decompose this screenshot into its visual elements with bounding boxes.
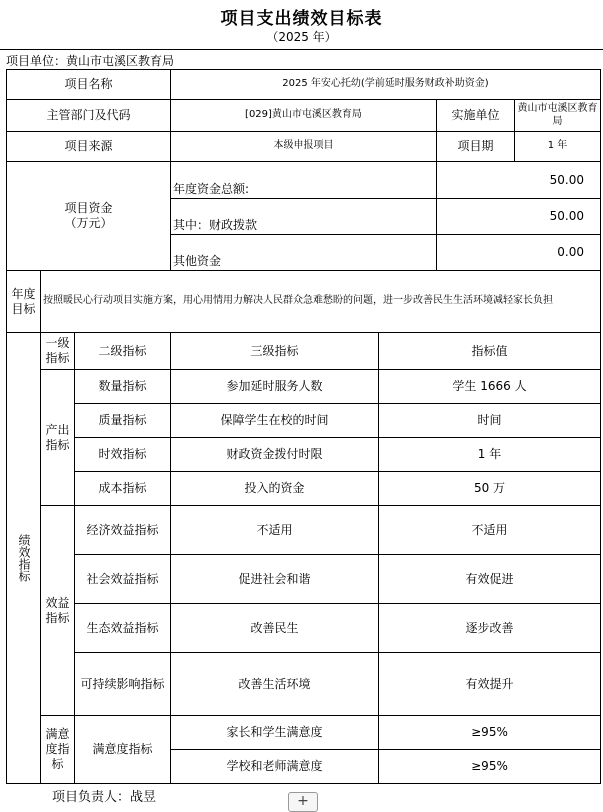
level3-cell: 家长和学生满意度 (171, 716, 379, 750)
level2-cell: 社会效益指标 (75, 555, 171, 604)
impl-unit-value: 黄山市屯溪区教育局 (515, 100, 601, 132)
project-responsible: 项目负责人：战昱 (52, 790, 157, 805)
dept-value: [029]黄山市屯溪区教育局 (171, 100, 437, 132)
level2-cell: 数量指标 (75, 370, 171, 404)
value-cell: 逐步改善 (379, 604, 601, 653)
value-cell: 1 年 (379, 438, 601, 472)
col-value-header: 指标值 (379, 333, 601, 370)
performance-target-table (6, 69, 601, 784)
row-fund-total (7, 162, 601, 199)
project-name-value: 2025 年安心托幼(学前延时服务财政补助资金) (171, 70, 601, 100)
indicator-row (7, 555, 601, 604)
indicator-header-row (7, 333, 601, 370)
header-divider (0, 49, 603, 50)
indicator-row (7, 404, 601, 438)
impl-unit-label: 实施单位 (437, 100, 515, 132)
value-cell: ≥95% (379, 750, 601, 784)
col-level1-header: 一级指标 (41, 333, 75, 370)
indicator-row (7, 370, 601, 404)
indicator-row (7, 438, 601, 472)
col-level2-header: 二级指标 (75, 333, 171, 370)
fund-label-line2: （万元） (64, 216, 113, 230)
annual-goal-text: 按照暖民心行动项目实施方案，用心用情用力解决人民群众急难愁盼的问题，进一步改善民生生活环境减轻家长负担 (41, 271, 601, 333)
row-annual-goal (7, 271, 601, 333)
row-source (7, 132, 601, 162)
level3-cell: 投入的资金 (171, 472, 379, 506)
performance-indicator-label: 绩效指标 (7, 333, 41, 784)
output-indicator-label: 产出指标 (41, 370, 75, 506)
indicator-row (7, 472, 601, 506)
level3-cell: 财政资金拨付时限 (171, 438, 379, 472)
project-name-label: 项目名称 (7, 70, 171, 100)
value-cell: 50 万 (379, 472, 601, 506)
level3-cell: 参加延时服务人数 (171, 370, 379, 404)
row-project-name (7, 70, 601, 100)
fund-label (7, 162, 171, 271)
annual-goal-label: 年度目标 (7, 271, 41, 333)
value-cell: ≥95% (379, 716, 601, 750)
level3-cell: 不适用 (171, 506, 379, 555)
row-department (7, 100, 601, 132)
benefit-indicator-label: 效益指标 (41, 506, 75, 716)
project-unit-label: 项目单位：黄山市屯溪区教育局 (6, 54, 175, 68)
value-cell: 不适用 (379, 506, 601, 555)
indicator-row (7, 653, 601, 716)
value-cell: 学生 1666 人 (379, 370, 601, 404)
value-cell: 有效提升 (379, 653, 601, 716)
level2-cell: 满意度指标 (75, 716, 171, 784)
period-value: 1 年 (515, 132, 601, 162)
indicator-row (7, 716, 601, 750)
source-label: 项目来源 (7, 132, 171, 162)
source-value: 本级申报项目 (171, 132, 437, 162)
level3-cell: 保障学生在校的时间 (171, 404, 379, 438)
col-level3-header: 三级指标 (171, 333, 379, 370)
period-label: 项目期 (437, 132, 515, 162)
indicator-row (7, 604, 601, 653)
level2-cell: 质量指标 (75, 404, 171, 438)
fund-total-label: 年度资金总额: (171, 162, 437, 199)
level2-cell: 成本指标 (75, 472, 171, 506)
fund-fiscal-label: 其中：财政拨款 (171, 199, 437, 235)
level2-cell: 可持续影响指标 (75, 653, 171, 716)
value-cell: 时间 (379, 404, 601, 438)
level2-cell: 经济效益指标 (75, 506, 171, 555)
dept-label: 主管部门及代码 (7, 100, 171, 132)
value-cell: 有效促进 (379, 555, 601, 604)
level3-cell: 学校和老师满意度 (171, 750, 379, 784)
fund-label-line1: 项目资金 (64, 201, 113, 215)
fund-fiscal-value: 50.00 (437, 199, 601, 235)
satisfaction-indicator-label: 满意度指标 (41, 716, 75, 784)
fund-other-value: 0.00 (437, 235, 601, 271)
level2-cell: 生态效益指标 (75, 604, 171, 653)
level3-cell: 促进社会和谐 (171, 555, 379, 604)
level3-cell: 改善民生 (171, 604, 379, 653)
fund-total-value: 50.00 (437, 162, 601, 199)
page-title: 项目支出绩效目标表 (220, 9, 383, 29)
indicator-row (7, 506, 601, 555)
level3-cell: 改善生活环境 (171, 653, 379, 716)
year-subtitle: （2025 年） (266, 30, 337, 44)
fund-other-label: 其他资金 (171, 235, 437, 271)
add-button[interactable]: + (288, 792, 318, 812)
level2-cell: 时效指标 (75, 438, 171, 472)
